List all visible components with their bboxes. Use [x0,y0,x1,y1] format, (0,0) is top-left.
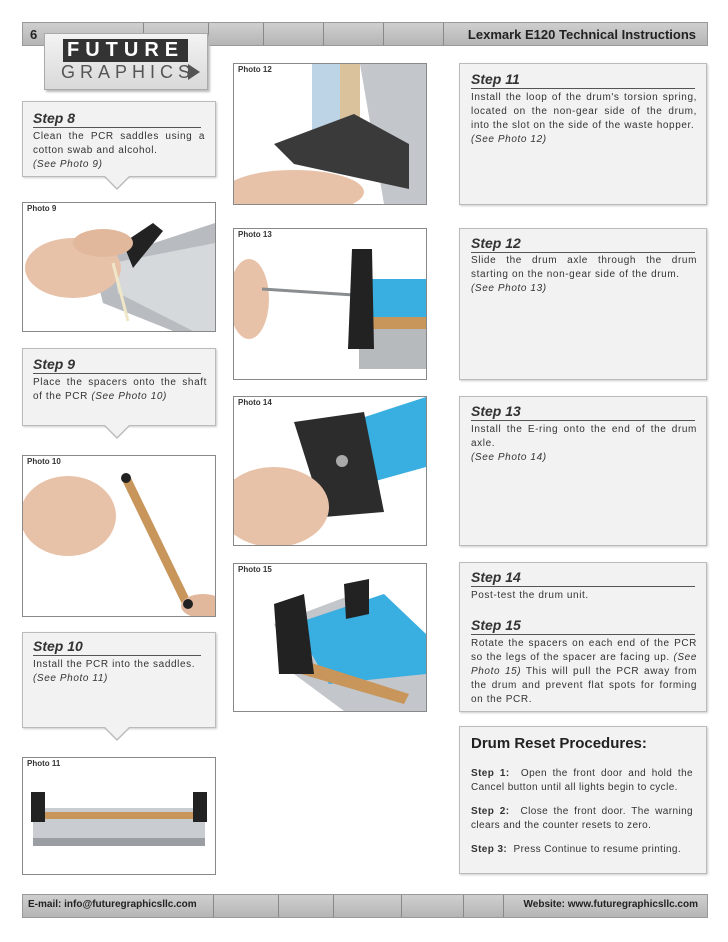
step8-title: Step 8 [33,110,201,128]
future-graphics-logo [44,33,208,90]
step10-title: Step 10 [33,638,201,656]
reset-step-2: Step 2: Close the front door. The warning clears and the counter resets to zero. [471,806,693,831]
footer-email: E-mail: info@futuregraphicsllc.com [28,899,197,910]
photo-15 [233,563,427,712]
photo-13 [233,228,427,380]
step13-box [459,396,707,546]
step9-title: Step 9 [33,356,201,374]
drum-reset-title: Drum Reset Procedures: [471,735,647,752]
logo-line1: FUTURE [63,39,188,62]
step10-text: Install the PCR into the saddles. (See Photo 11) [33,659,196,684]
step10-box [22,632,216,728]
photo-14-label: Photo 14 [238,398,272,407]
step9-box [22,348,216,426]
photo-12 [233,63,427,205]
step14-text: Post-test the drum unit. [471,590,589,601]
logo-arrow-icon [188,64,200,80]
photo-11-label: Photo 11 [27,759,61,768]
step9-text: Place the spacers onto the shaft of the PCR (See Photo 10) [33,377,207,402]
step13-title: Step 13 [471,403,695,421]
step8-box [22,101,216,177]
reset-step-1: Step 1: Open the front door and hold the Cancel button until all lights begin to cycle. [471,768,694,793]
photo-12-label: Photo 12 [238,65,272,74]
step8-callout [103,176,131,190]
step12-title: Step 12 [471,235,695,253]
page-number: 6 [30,27,38,42]
page-title: Lexmark E120 Technical Instructions [467,27,696,42]
step8-text: Clean the PCR saddles using a cotton swab and alcohol. (See Photo 9) [33,131,205,170]
step11-box [459,63,707,205]
reset-step-3: Step 3: Press Continue to resume printing. [471,844,682,855]
photo-14 [233,396,427,546]
photo-9 [22,202,216,332]
step10-callout [103,727,131,741]
logo-line2: GRAPHICS [61,62,196,82]
photo-15-label: Photo 15 [238,565,272,574]
step9-callout [103,425,131,439]
step14-title: Step 14 [471,569,695,587]
photo-10 [22,455,216,617]
step13-text: Install the E-ring onto the end of the drum axle. (See Photo 14) [471,424,697,463]
step11-text: Install the loop of the drum's torsion spring, located on the non-gear side of the drum, into the slot on the side of the waste hopper. (See Photo 12) [471,92,697,145]
step12-box [459,228,707,380]
step11-title: Step 11 [471,71,695,89]
photo-10-label: Photo 10 [27,457,61,466]
step14-15-box [459,562,707,712]
photo-13-label: Photo 13 [238,230,272,239]
photo-9-label: Photo 9 [27,204,57,213]
step15-text: Rotate the spacers on each end of the PCR so the legs of the spacer are facing up. (See Photo 15) This will pull the PCR away from the drum and prevent flat spots for forming on the PCR. [471,638,698,705]
footer-website: Website: www.futuregraphicsllc.com [523,899,698,910]
step12-text: Slide the drum axle through the drum starting on the non-gear side of the drum. (See Photo 13) [471,255,697,294]
step15-title: Step 15 [471,617,695,635]
photo-11 [22,757,216,875]
